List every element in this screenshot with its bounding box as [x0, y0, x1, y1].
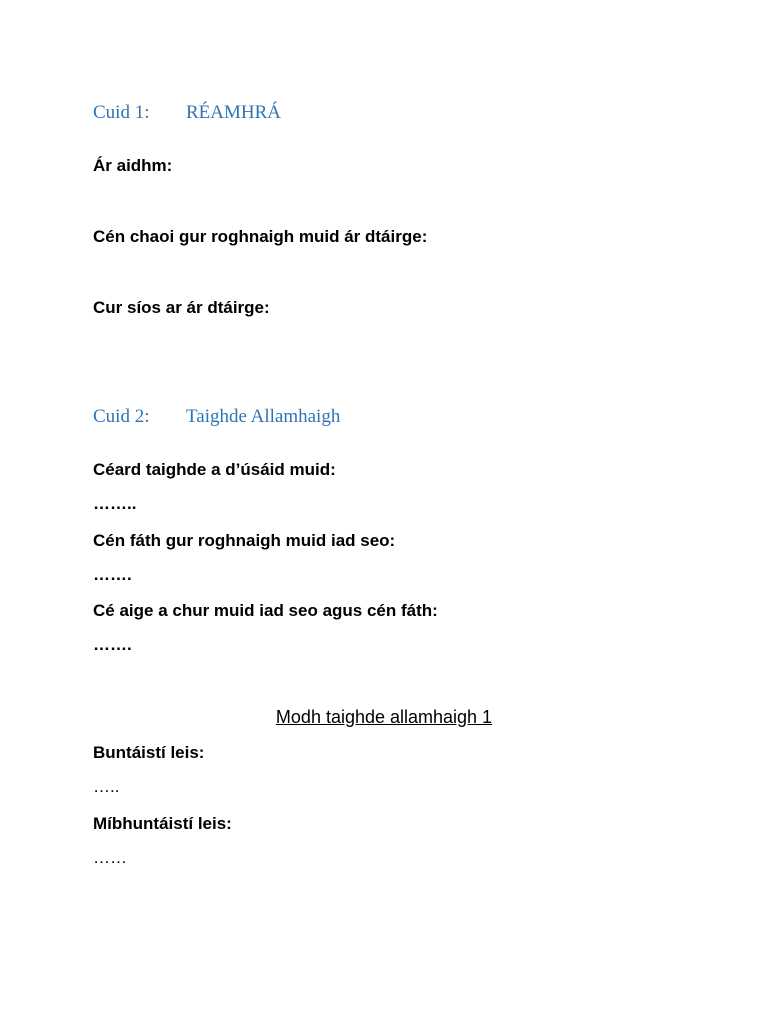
section-2-number: Cuid 2: [93, 406, 150, 427]
who-helped-value: ……. [93, 635, 132, 654]
section-1-number: Cuid 1: [93, 102, 150, 123]
section-2-title: Taighde Allamhaigh [186, 406, 341, 427]
section-1-title: RÉAMHRÁ [186, 102, 282, 123]
disadvantages-value: …… [93, 848, 127, 867]
disadvantages-label: Míbhuntáistí leis: [93, 814, 232, 833]
why-chosen-value: ……. [93, 565, 132, 584]
research-used-value: …….. [93, 494, 137, 513]
section-1-heading [93, 102, 281, 124]
advantages-value: ….. [93, 777, 120, 796]
research-used-label: Céard taighde a d’úsáid muid: [93, 460, 336, 479]
product-choice-label: Cén chaoi gur roghnaigh muid ár dtáirge: [93, 227, 428, 246]
aim-label: Ár aidhm: [93, 156, 173, 175]
who-helped-label: Cé aige a chur muid iad seo agus cén fáth: [93, 601, 438, 620]
product-description-label: Cur síos ar ár dtáirge: [93, 298, 270, 317]
why-chosen-label: Cén fáth gur roghnaigh muid iad seo: [93, 531, 396, 550]
method-title: Modh taighde allamhaigh 1 [275, 707, 493, 727]
advantages-label: Buntáistí leis: [93, 743, 205, 762]
section-2-heading [93, 406, 340, 428]
